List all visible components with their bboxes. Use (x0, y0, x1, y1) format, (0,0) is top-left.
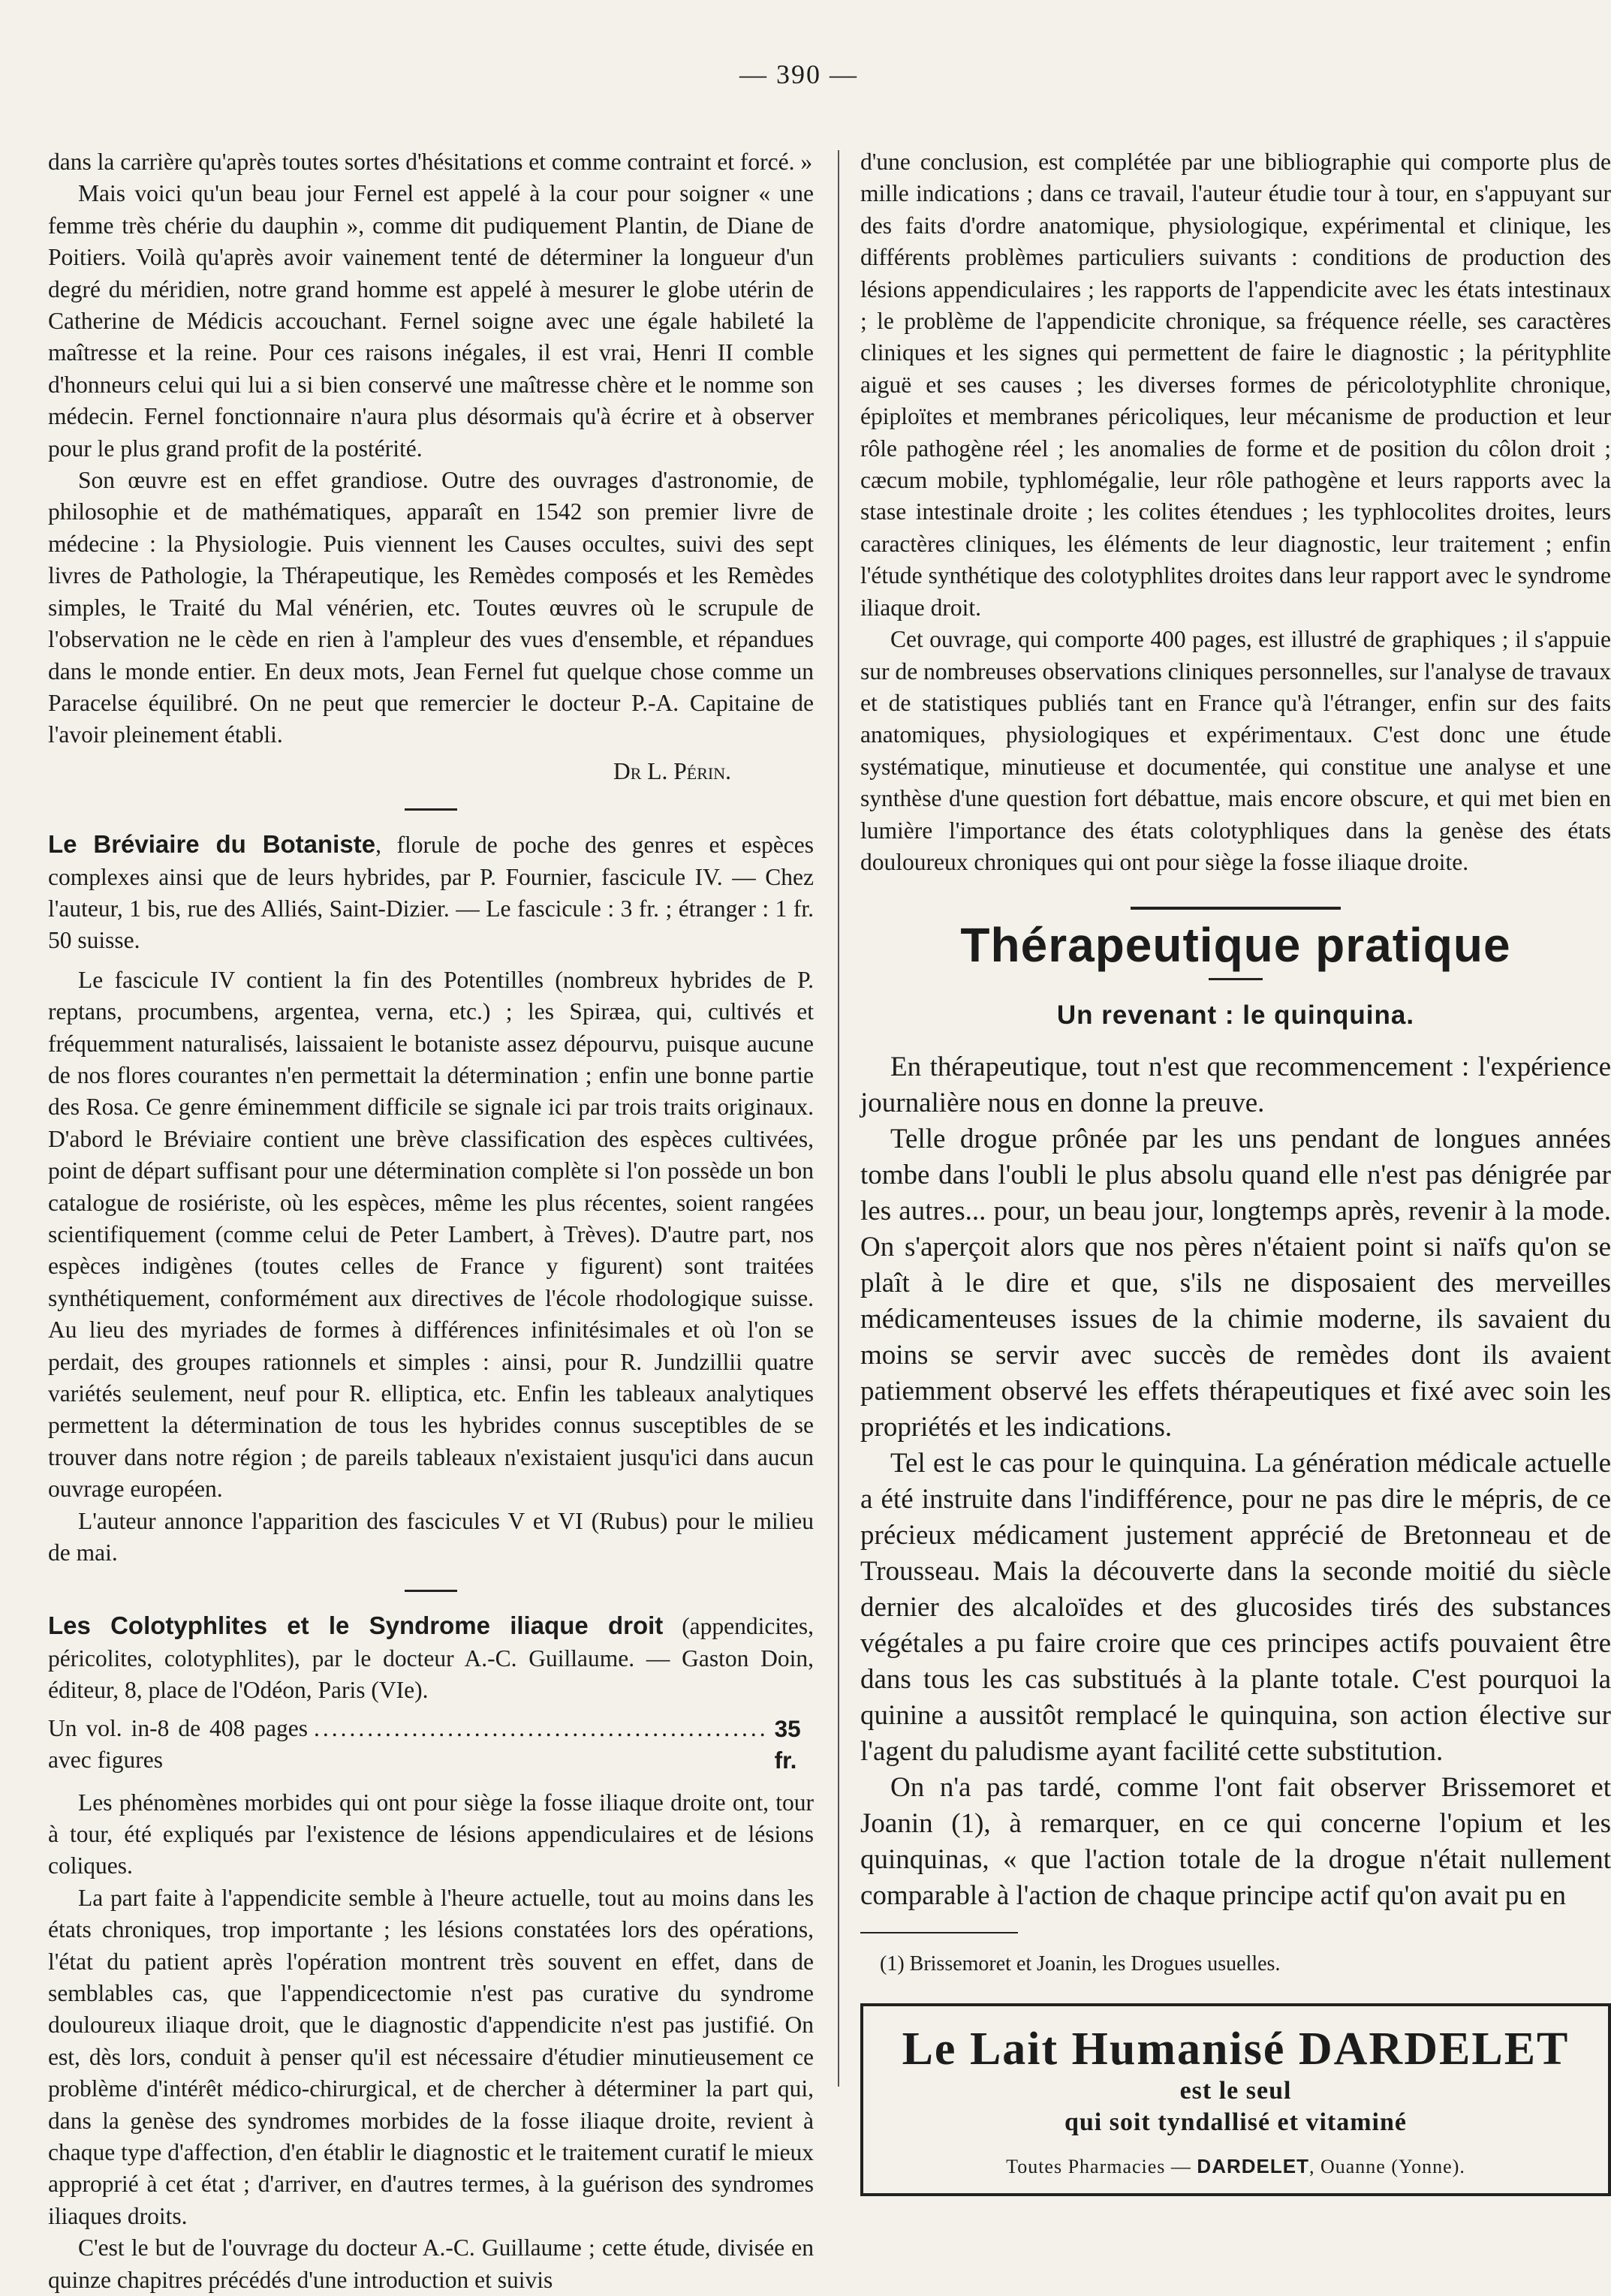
volume-price: 35 fr. (774, 1714, 801, 1774)
title-rule (1209, 978, 1263, 980)
section-divider (405, 1590, 457, 1592)
paragraph: dans la carrière qu'après toutes sortes d'hésitations et comme contraint et forcé. » (48, 149, 813, 175)
review-signature: Dr L. Périn. (613, 757, 731, 784)
paragraph: Son œuvre est en effet grandiose. Outre des ouvrages d'astronomie, de philosophie et de mathématiques, apparaît en 1542 son premier livre de médecine : la Physiologie. Puis viennent les Causes occultes, suivi des sept livres de Pathologie, la Thérapeutique, les Remèdes composés et les Remèdes simples, le Traité du Mal vénérien, etc. Toutes œuvres où le scrupule de l'observation ne le cède en rien à l'ampleur des vues d'ensemble, et répandues dans le monde entier. En deux mots, Jean Fernel fut quelque chose comme un Paracelse équilibré. On ne peut que remercier le docteur P.-A. Capitaine de l'avoir pleinement établi. (48, 467, 814, 748)
paragraph: d'une conclusion, est complétée par une bibliographie qui comporte plus de mille indications ; dans ce travail, l'auteur étudie tour à tour, en s'appuyant sur des faits d'ordre anatomique, physiologique, expérimental et clinique, les différents problèmes particuliers suivants : conditions de production des lésions appendiculaires ; les rapports de l'appendicite avec les états intestinaux ; le problème de l'appendicite chronique, sa fréquence réelle, ses caractères cliniques et les signes qui permettent de faire le diagnostic ; la pérityphlite aiguë et ses causes ; les diverses formes de péricolotyphlite chronique, épiploïtes et membranes péricoliques, leur mécanisme de production et leur rôle pathogène réel ; les anomalies de forme et de position du côlon droit ; cæcum mobile, typhlomégalie, leur rôle pathogène et leurs rapports avec la stase intestinale droite ; les colites étendues ; les typhlocolites droites, leurs caractères cliniques, les éléments de leur diagnostic, leur traitement ; enfin l'étude synthétique des colotyphlites droites dans leur rapport avec le syndrome iliaque droit. (860, 149, 1611, 621)
advert-line: est le seul (1179, 2076, 1292, 2105)
section-title: Thérapeutique pratique (960, 918, 1511, 973)
paragraph: Le fascicule IV contient la fin des Potentilles (nombreux hybrides de P. reptans, procumbens, argentea, verna, etc.) ; les Spiræa, qui, cultivés et fréquemment naturalisés, laissaient le botaniste assez dépourvu, puisque aucune de nos flores courantes n'en permettait la détermination ; enfin une bonne partie des Rosa. Ce genre éminemment difficile se signale ici par trois traits originaux. D'abord le Bréviaire contient une brève classification des espèces cultivées, point de départ suffisant pour une détermination complète si l'on possède un bon catalogue de rosiériste, où les espèces, même les plus récentes, soient rangées scientifiquement (comme celui de Peter Lambert, à Trèves). D'autre part, nos espèces indigènes (toutes celles de France y figurent) sont traitées synthétiquement, conformément aux directives de l'école rhodologique suisse. Au lieu des myriades de formes à différences infinitésimales et où l'on se perdait, des groupes rationnels et simples : ainsi, pour R. Jundzillii quatre variétés seulement, neuf pour R. elliptica, etc. Enfin les tableaux analytiques permettent la détermination de tous les hybrides connus susceptibles de se trouver dans notre région ; de pareils tableaux n'existaient jusqu'ici dans aucun ouvrage européen. (48, 966, 814, 1503)
paragraph: Les phénomènes morbides qui ont pour siège la fosse iliaque droite ont, tour à tour, été expliqués par l'existence de lésions appendiculaires et de lésions coliques. (48, 1789, 814, 1879)
paragraph: Telle drogue prônée par les uns pendant de longues années tombe dans l'oubli le plus absolu quand elle n'est pas dénigrée par les autres... pour, un beau jour, longtemps après, revenir à la mode. On s'aperçoit alors que nos pères n'étaient point si naïfs qu'on se plaît à le dire et que, s'ils ne disposaient des merveilles médicamenteuses issues de la chimie moderne, ils savaient du moins se servir avec succès de remèdes dont ils avaient patiemment observé les effets thérapeutiques et fixé avec soin les propriétés et les indications. (860, 1124, 1611, 1443)
right-column (860, 146, 1611, 2196)
left-column (48, 146, 814, 2296)
book-title: Les Colotyphlites et le Syndrome iliaque droit (48, 1611, 664, 1640)
advert-footer-suffix: , Ouanne (Yonne). (1308, 2155, 1465, 2177)
advert-footer (878, 2150, 1593, 2183)
section-rule (1131, 907, 1341, 910)
volume-description: Un vol. in-8 de 408 pages avec figures (48, 1714, 309, 1774)
page-number: — 390 — (739, 59, 858, 89)
paragraph: Tel est le cas pour le quinquina. La génération médicale actuelle a été instruite dans l'indifférence, pour ne pas dire le mépris, de ce précieux médicament justement apprécié de Bretonneau et de Trousseau. Mais la découverte dans la seconde moitié du siècle dernier des alcaloïdes et des glucosides tirés des substances végétales a pu faire croire que ces principes actifs pouvaient être dans tous les cas substitués à la plante totale. C'est pourquoi la quinine a aussitôt remplacé le quinquina, son action élective sur l'agent du paludisme ayant facilité cette substitution. (860, 1448, 1611, 1768)
review-heading (48, 829, 814, 957)
book-details: (appendicites, péricolites, colotyphlites), par le docteur A.-C. Guillaume. — Gaston Doin, éditeur, 8, place de l'Odéon, Paris (VIe). (48, 1613, 814, 1704)
paragraph: La part faite à l'appendicite semble à l'heure actuelle, tout au moins dans les états chroniques, trop importante ; les lésions constatées lors des opérations, l'état du patient après l'opération montrent très souvent en effet, dans de semblables cas, que l'appendicectomie n'est pas curative du syndrome douloureux iliaque droit, que le diagnostic d'appendicite n'est pas justifié. On est, dès lors, conduit à penser qu'il est nécessaire d'étudier minutieusement ce problème d'intérêt médico-chirurgical, et de chercher à déterminer la part qui, dans la genèse des syndromes morbides de la fosse iliaque droite, revient à chaque type d'affection, d'en établir le diagnostic et le traitement curatif le mieux approprié à cet état ; d'arriver, en d'autres termes, à la guérison des syndromes iliaques droits. (48, 1884, 814, 2229)
book-title: Le Bréviaire du Botaniste (48, 830, 376, 859)
paragraph: On n'a pas tardé, comme l'ont fait observer Brissemoret et Joanin (1), à remarquer, en ce qui concerne l'opium et les quinquinas, « que l'action totale de la drogue n'était nullement comparable à l'action de chaque principe actif qu'on avait pu en (860, 1772, 1611, 1912)
footnote: (1) Brissemoret et Joanin, les Drogues usuelles. (880, 1952, 1281, 1976)
paragraph: En thérapeutique, tout n'est que recommencement : l'expérience journalière nous en donne la preuve. (860, 1052, 1611, 1119)
advert-line: qui soit tyndallisé et vitaminé (1064, 2108, 1408, 2136)
section-divider (405, 808, 457, 811)
volume-price-line (48, 1713, 814, 1777)
footnote-rule (860, 1932, 1018, 1933)
advert-footer-prefix: Toutes Pharmacies — (1006, 2155, 1191, 2177)
advertisement (860, 2003, 1611, 2196)
advert-title: Le Lait Humanisé DARDELET (902, 2023, 1570, 2075)
paragraph: Mais voici qu'un beau jour Fernel est appelé à la cour pour soigner « une femme très chérie du dauphin », comme dit pudiquement Plantin, de Diane de Poitiers. Voilà qu'après avoir vainement tenté de déterminer la longueur d'un degré du méridien, notre grand homme est appelé à mesurer le globe utérin de Catherine de Médicis accouchant. Fernel soigne avec une égale habileté la maîtresse et la reine. Pour ces raisons inégales, il est vrai, Henri II comble d'honneurs celui qui lui a si bien conservé une maîtresse chère et le nomme son médecin. Fernel fonctionnaire n'aura plus désormais qu'à écrire et à observer pour le plus grand profit de la postérité. (48, 180, 814, 462)
book-details: , florule de poche des genres et espèces complexes ainsi que de leurs hybrides, par P. Fournier, fascicule IV. — Chez l'auteur, 1 bis, rue des Alliés, Saint-Dizier. — Le fascicule : 3 fr. ; étranger : 1 fr. 50 suisse. (48, 832, 814, 954)
column-separator (838, 150, 839, 2087)
review-heading (48, 1610, 814, 1706)
paragraph: Cet ouvrage, qui comporte 400 pages, est illustré de graphiques ; il s'appuie sur de nombreuses observations cliniques personnelles, sur l'analyse de travaux et de statistiques publiés tant en France qu'à l'étranger, enfin sur des faits anatomiques, physiologiques et expérimentaux. C'est donc une étude systématique, minutieuse et documentée, qui constitue une analyse et une synthèse d'une question fort débattue, mais encore obscure, et qui met bien en lumière l'importance des états colotyphliques dans la genèse des états douloureux chroniques qui ont pour siège la fosse iliaque droite. (860, 626, 1611, 875)
dot-leader: ................................................... (314, 1714, 769, 1741)
paragraph: C'est le but de l'ouvrage du docteur A.-C. Guillaume ; cette étude, divisée en quinze chapitres précédés d'une introduction et suivis (48, 2234, 814, 2293)
advert-footer-brand: DARDELET (1197, 2154, 1309, 2177)
article-subtitle: Un revenant : le quinquina. (1056, 1000, 1415, 1030)
paragraph: L'auteur annonce l'apparition des fascicules V et VI (Rubus) pour le milieu de mai. (48, 1507, 814, 1566)
